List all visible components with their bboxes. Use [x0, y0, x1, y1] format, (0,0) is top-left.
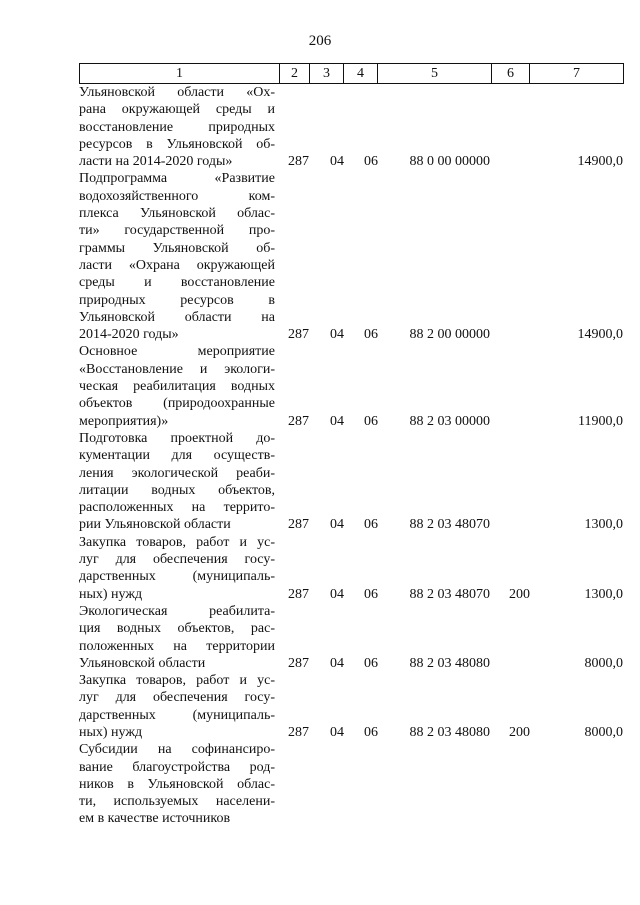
cell-c2: 287 [288, 327, 309, 343]
cell-c4: 06 [364, 655, 378, 671]
table-body [79, 84, 623, 828]
cell-c6: 200 [509, 724, 530, 740]
description-line: луг для обеспечения госу- [79, 552, 275, 568]
description-line: положенных на территории [79, 638, 275, 654]
description-line: луг для обеспечения госу- [79, 690, 275, 706]
description-line: природных ресурсов в [79, 292, 275, 308]
description-line: Закупка товаров, работ и ус- [79, 673, 275, 689]
row-description [79, 343, 275, 429]
cell-c4: 06 [364, 154, 378, 170]
description-line: ников в Ульяновской облас- [79, 776, 275, 792]
cell-c5: 88 2 00 00000 [409, 327, 490, 343]
cell-c7: 14900,0 [577, 154, 623, 170]
cell-c3: 04 [330, 413, 344, 429]
table-header [79, 63, 624, 84]
description-line: Закупка товаров, работ и ус- [79, 534, 275, 550]
description-line: ем в качестве источников [79, 811, 231, 827]
cell-c3: 04 [330, 655, 344, 671]
description-line: вание благоустройства род- [79, 759, 275, 775]
description-line: рана окружающей среды и [79, 102, 275, 118]
description-line: дарственных (муниципаль- [79, 569, 275, 585]
description-line: «Восстановление и экологи- [79, 361, 275, 377]
description-line: Субсидии на софинансиро- [79, 742, 275, 758]
description-line: Экологическая реабилита- [79, 603, 275, 619]
row-description [79, 84, 275, 170]
cell-c7: 8000,0 [584, 724, 623, 740]
description-line: ласти на 2014-2020 годы» [79, 154, 233, 170]
cell-c7: 8000,0 [584, 655, 623, 671]
cell-c2: 287 [288, 413, 309, 429]
description-line: ления экологической реаби- [79, 465, 275, 481]
description-line: водохозяйственного ком- [79, 188, 275, 204]
cell-c5: 88 2 03 00000 [409, 413, 490, 429]
cell-c3: 04 [330, 517, 344, 533]
cell-c4: 06 [364, 327, 378, 343]
cell-c3: 04 [330, 586, 344, 602]
cell-c2: 287 [288, 517, 309, 533]
header-col-2: 2 [280, 64, 310, 84]
description-line: объектов (природоохранные [79, 396, 275, 412]
header-col-7: 7 [530, 64, 624, 84]
description-line: кументации для осуществ- [79, 448, 275, 464]
cell-c7: 1300,0 [584, 586, 623, 602]
table-row [79, 741, 623, 827]
description-line: ных) нужд [79, 724, 143, 740]
table-row [79, 343, 623, 429]
row-description [79, 170, 275, 343]
description-line: мероприятия)» [79, 413, 169, 429]
description-line: восстановление природных [79, 119, 275, 135]
description-line: ция водных объектов, рас- [79, 621, 275, 637]
cell-c6: 200 [509, 586, 530, 602]
cell-c5: 88 2 03 48070 [409, 517, 490, 533]
description-line: рии Ульяновской области [79, 517, 231, 533]
description-line: 2014-2020 годы» [79, 327, 179, 343]
description-line: Основное мероприятие [79, 344, 275, 360]
header-col-6: 6 [492, 64, 530, 84]
cell-c4: 06 [364, 724, 378, 740]
cell-c7: 1300,0 [584, 517, 623, 533]
description-line: Ульяновской области [79, 655, 206, 671]
description-line: ресурсов в Ульяновской об- [79, 136, 275, 152]
cell-c4: 06 [364, 413, 378, 429]
cell-c5: 88 2 03 48080 [409, 724, 490, 740]
description-line: ласти «Охрана окружающей [79, 257, 275, 273]
row-description [79, 603, 275, 672]
page-number: 206 [308, 33, 332, 49]
table-row [79, 84, 623, 170]
description-line: Ульяновской области «Ох- [79, 85, 275, 100]
header-col-1: 1 [80, 64, 280, 84]
header-col-3: 3 [310, 64, 344, 84]
cell-c2: 287 [288, 655, 309, 671]
cell-c4: 06 [364, 586, 378, 602]
description-line: ти» государственной про- [79, 223, 275, 239]
table-row [79, 430, 623, 534]
description-line: Подготовка проектной до- [79, 430, 275, 446]
cell-c3: 04 [330, 724, 344, 740]
description-line: литации водных объектов, [79, 482, 275, 498]
description-line: среды и восстановление [79, 275, 275, 291]
cell-c3: 04 [330, 327, 344, 343]
cell-c2: 287 [288, 724, 309, 740]
cell-c5: 88 0 00 00000 [409, 154, 490, 170]
description-line: ных) нужд [79, 586, 143, 602]
row-description [79, 741, 275, 827]
description-line: Подпрограмма «Развитие [79, 171, 275, 187]
description-line: Ульяновской области на [79, 309, 275, 325]
cell-c2: 287 [288, 154, 309, 170]
table-row [79, 170, 623, 343]
description-line: расположенных на террито- [79, 500, 275, 516]
description-line: ческая реабилитация водных [79, 379, 275, 395]
description-line: дарственных (муниципаль- [79, 707, 275, 723]
description-line: плекса Ульяновской облас- [79, 206, 275, 222]
row-description [79, 430, 275, 534]
row-description [79, 672, 275, 741]
header-col-4: 4 [344, 64, 378, 84]
description-line: граммы Ульяновской об- [79, 240, 275, 256]
cell-c7: 11900,0 [578, 413, 623, 429]
cell-c7: 14900,0 [577, 327, 623, 343]
cell-c5: 88 2 03 48070 [409, 586, 490, 602]
table-row [79, 534, 623, 603]
cell-c5: 88 2 03 48080 [409, 655, 490, 671]
row-description [79, 534, 275, 603]
header-col-5: 5 [378, 64, 492, 84]
table-row [79, 603, 623, 672]
cell-c4: 06 [364, 517, 378, 533]
table-row [79, 672, 623, 741]
cell-c2: 287 [288, 586, 309, 602]
cell-c3: 04 [330, 154, 344, 170]
description-line: ти, используемых населени- [79, 794, 275, 810]
